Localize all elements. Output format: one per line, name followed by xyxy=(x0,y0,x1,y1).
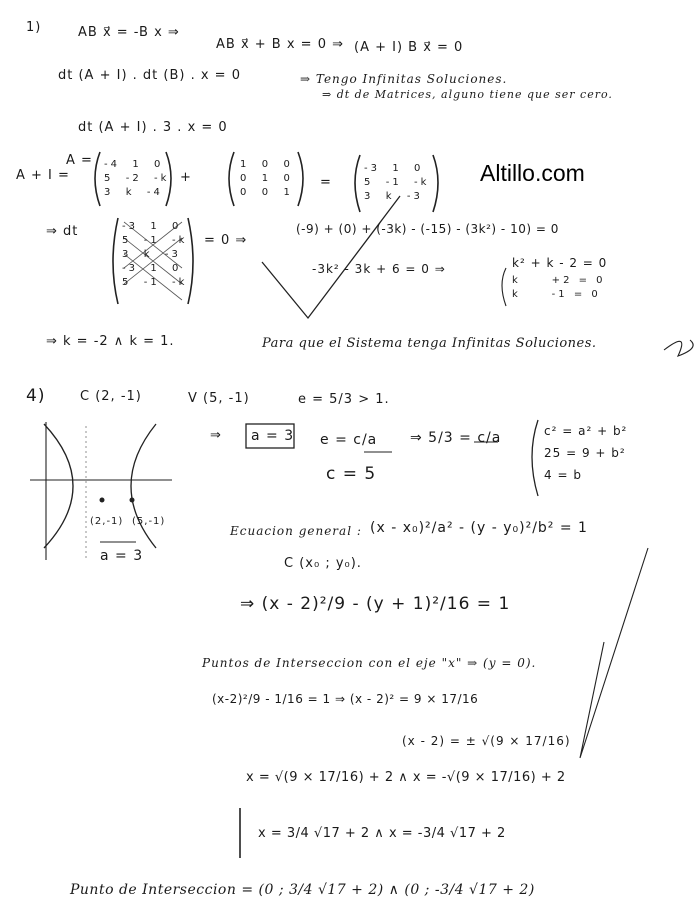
given-vertex: V (5, -1) xyxy=(188,391,250,406)
pythagorean-system: c² = a² + b² 25 = 9 + b² 4 = b xyxy=(544,424,628,482)
given-center: C (2, -1) xyxy=(80,389,142,404)
label-a-plus-i: A + I = xyxy=(16,168,70,183)
matrix-sum: -3 1 0 5 -1 -k 3 k -3 xyxy=(364,163,430,202)
label-a: A = xyxy=(66,153,93,168)
c-value: c = 5 xyxy=(326,464,377,484)
general-eq-label: Ecuacion general : xyxy=(230,524,362,538)
roots: k +2 = 0 k -1 = 0 xyxy=(512,275,606,300)
intersection-step-4: x = 3/4 √17 + 2 ∧ x = -3/4 √17 + 2 xyxy=(258,826,506,841)
intersection-step-3: x = √(9 × 17/16) + 2 ∧ x = -√(9 × 17/16) + 2 xyxy=(246,770,566,785)
note-matrices: ⇒ dt de Matrices, alguno tiene que ser cero. xyxy=(322,88,613,101)
general-equation: (x - x₀)²/a² - (y - y₀)²/b² = 1 xyxy=(370,520,588,536)
e-fraction: e = c/a xyxy=(320,432,378,448)
center-notation: C (x₀ ; y₀). xyxy=(284,556,362,571)
det-simplified: k² + k - 2 = 0 xyxy=(512,256,608,270)
equals-sign: = xyxy=(320,175,332,190)
eq-line-1b: AB x⃗ + B x = 0 ⇒ xyxy=(216,37,344,52)
hyperbola-equation: ⇒ (x - 2)²/9 - (y + 1)²/16 = 1 xyxy=(240,594,511,614)
graph-center-label: (2,-1) xyxy=(90,516,124,527)
result-k: ⇒ k = -2 ∧ k = 1. xyxy=(46,334,175,349)
graph-a-label: a = 3 xyxy=(100,548,144,564)
intersection-title: Puntos de Interseccion con el eje "x" ⇒ (y = 0). xyxy=(202,656,537,670)
det-quadratic: -3k² - 3k + 6 = 0 ⇒ xyxy=(312,262,446,276)
det-equals: = 0 ⇒ xyxy=(204,233,248,248)
det-prefix: ⇒ dt xyxy=(46,224,79,239)
eq-line-1c: (A + I) B x⃗ = 0 xyxy=(354,40,464,55)
eq-line-2a: dt (A + I) . dt (B) . x = 0 xyxy=(58,68,241,83)
plus-sign: + xyxy=(180,170,192,185)
e-equation: ⇒ 5/3 = c/a xyxy=(410,430,502,446)
result-note: Para que el Sistema tenga Infinitas Soluciones. xyxy=(262,336,597,351)
graph-vertex-label: (5,-1) xyxy=(132,516,166,527)
det-expansion: (-9) + (0) + (-3k) - (-15) - (3k²) - 10) = 0 xyxy=(296,222,559,236)
arrow-1: ⇒ xyxy=(210,428,222,443)
intersection-step-2: (x - 2) = ± √(9 × 17/16) xyxy=(402,734,571,748)
boxed-a: a = 3 xyxy=(251,428,295,444)
matrix-det: -3 1 0 5 -1 -k 3 k -3 -3 1 0 5 -1 -k xyxy=(122,221,188,288)
given-eccentricity: e = 5/3 > 1. xyxy=(298,392,390,407)
note-infinite-solutions: ⇒ Tengo Infinitas Soluciones. xyxy=(300,72,508,86)
exercise-number-4: 4) xyxy=(26,386,46,406)
exercise-number-1: 1) xyxy=(26,20,42,35)
eq-line-1a: AB x⃗ = -B x ⇒ xyxy=(78,25,180,40)
matrix-identity: 1 0 0 0 1 0 0 0 1 xyxy=(240,159,293,198)
watermark: Altillo.com xyxy=(480,160,585,186)
matrix-a: -4 1 0 5 -2 -k 3 k -4 xyxy=(104,159,170,198)
final-intersection: Punto de Interseccion = (0 ; 3/4 √17 + 2) ∧ (0 ; -3/4 √17 + 2) xyxy=(70,882,535,898)
intersection-step-1: (x-2)²/9 - 1/16 = 1 ⇒ (x - 2)² = 9 × 17/16 xyxy=(212,692,479,706)
eq-line-4: dt (A + I) . 3 . x = 0 xyxy=(78,120,228,135)
